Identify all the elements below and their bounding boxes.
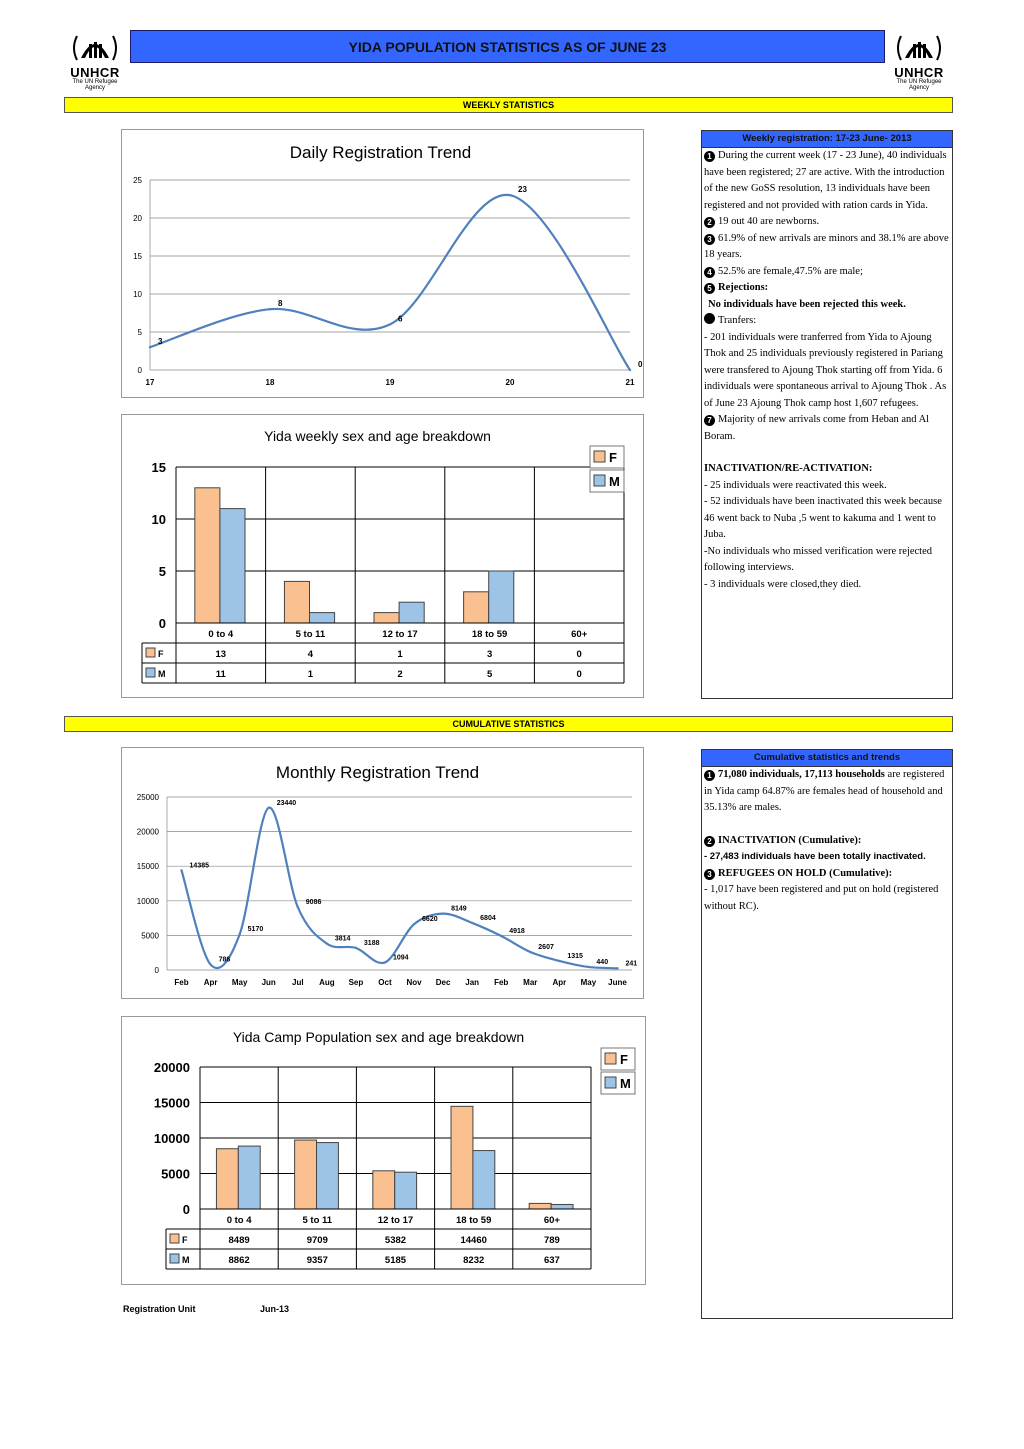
- data-point: [389, 323, 391, 325]
- x-tick-label: Feb: [494, 978, 509, 987]
- table-cell: 11: [215, 669, 226, 680]
- x-tick-label: 12 to 17: [382, 629, 418, 640]
- bar-f: [195, 488, 220, 623]
- bullet-number: 7: [704, 415, 715, 426]
- inactivation-heading: INACTIVATION/RE-ACTIVATION:: [704, 463, 873, 474]
- table-cell: 8489: [228, 1235, 250, 1246]
- bullet-number: 4: [704, 267, 715, 278]
- data-point: [297, 906, 299, 908]
- data-point: [180, 869, 182, 871]
- data-point: [269, 308, 271, 310]
- inactivation-line: - 25 individuals were reactivated this week.: [704, 479, 887, 491]
- data-point: [442, 912, 444, 914]
- data-label: 3814: [334, 935, 351, 943]
- data-label: 5170: [247, 926, 264, 934]
- data-label: 1315: [567, 952, 583, 960]
- table-cell: 0: [576, 669, 582, 680]
- weekly-item-1: [704, 148, 950, 214]
- bar-f: [529, 1203, 551, 1209]
- legend-swatch: [594, 475, 605, 486]
- data-label: 3188: [363, 939, 380, 947]
- table-series-label: M: [182, 1255, 190, 1265]
- table-cell: 13: [215, 649, 227, 660]
- bullet-number: 3: [704, 234, 715, 245]
- legend-key-f: [146, 648, 155, 657]
- cumulative-panel-heading: Cumulative statistics and trends: [702, 750, 952, 767]
- x-tick-label: 18 to 59: [471, 629, 508, 640]
- y-tick-label: 20000: [153, 1060, 190, 1075]
- weekly-section-bar: WEEKLY STATISTICS: [64, 97, 953, 113]
- legend-swatch: [605, 1077, 616, 1088]
- bullet-dot: [704, 313, 715, 324]
- weekly-item-text: 52.5% are female,47.5% are male;: [718, 265, 863, 277]
- weekly-item-text: 19 out 40 are newborns.: [718, 216, 820, 227]
- transfers-label-text: Tranfers:: [718, 315, 757, 326]
- table-cell: 9709: [306, 1235, 328, 1246]
- data-label: 23: [518, 185, 527, 195]
- weekly-breakdown-chart: [122, 415, 643, 697]
- x-tick-label: 19: [385, 378, 395, 387]
- y-tick-label: 15: [133, 252, 142, 261]
- table-cell: 14460: [460, 1235, 487, 1246]
- weekly-item-5: [704, 280, 950, 297]
- x-tick-label: Sep: [348, 978, 364, 987]
- bullet-number: 2: [704, 217, 715, 228]
- data-label: 8149: [451, 905, 467, 913]
- inactivation-line: -No individuals who missed verification were rejected following interviews.: [704, 545, 933, 573]
- data-label: 6: [398, 314, 403, 324]
- bullet-number: 1: [704, 770, 715, 781]
- x-tick-label: 60+: [543, 1215, 560, 1226]
- x-tick-label: Jun: [261, 978, 276, 987]
- x-tick-label: 0 to 4: [226, 1215, 252, 1226]
- y-tick-label: 10: [133, 290, 142, 299]
- inactivation-line: - 3 individuals were closed,they died.: [704, 578, 862, 590]
- x-tick-label: 21: [625, 378, 635, 387]
- data-point: [413, 923, 415, 925]
- bar-m: [473, 1151, 495, 1209]
- weekly-item-4: [704, 264, 950, 281]
- camp-breakdown-chart-box: [121, 1016, 646, 1285]
- cumulative-item-3-heading: [704, 866, 950, 883]
- bar-f: [284, 581, 309, 623]
- chart-title: Daily Registration Trend: [289, 143, 472, 162]
- unhcr-emblem-icon: [891, 30, 947, 66]
- y-tick-label: 10000: [136, 896, 159, 906]
- logo-name: UNHCR: [894, 65, 944, 80]
- data-point: [355, 947, 357, 949]
- x-tick-label: 5 to 11: [302, 1215, 333, 1226]
- footer-date: Jun-13: [260, 1304, 290, 1314]
- cumulative-item-bold: 71,080 individuals, 17,113 households: [718, 769, 885, 780]
- table-cell: 0: [576, 649, 582, 660]
- series-line: [150, 195, 630, 370]
- table-cell: 2: [397, 669, 403, 680]
- table-cell: 1: [397, 649, 403, 660]
- bar-m: [399, 602, 424, 623]
- chart-title: Monthly Registration Trend: [275, 763, 480, 782]
- data-label: 8: [278, 299, 283, 309]
- x-tick-label: Jul: [292, 978, 304, 987]
- y-tick-label: 15: [151, 460, 166, 475]
- x-tick-label: May: [580, 978, 597, 987]
- transfers-label: [704, 313, 950, 330]
- bar-m: [395, 1172, 417, 1209]
- weekly-item-text: During the current week (17 - 23 June), 40 individuals have been registered; 27 are active. With the introduction of the new GoSS resolution, 13 individuals have been registered and not provided with ration cards in Yida.: [704, 150, 947, 211]
- y-tick-label: 5000: [141, 931, 159, 941]
- bar-f: [373, 1171, 395, 1209]
- daily-trend-chart-box: [121, 129, 644, 398]
- daily-registration-chart: [122, 130, 643, 397]
- y-tick-label: 0: [158, 616, 166, 631]
- y-tick-label: 25: [133, 176, 142, 185]
- y-tick-label: 0: [182, 1202, 190, 1217]
- table-cell: 4: [307, 649, 314, 660]
- bullet-number: 1: [704, 151, 715, 162]
- data-label: 4918: [509, 927, 525, 935]
- data-label: 3: [158, 337, 163, 347]
- table-series-label: F: [158, 649, 164, 659]
- data-label: 241: [625, 960, 638, 968]
- y-tick-label: 15000: [153, 1095, 190, 1111]
- table-series-label: F: [182, 1235, 188, 1245]
- data-point: [268, 807, 270, 809]
- data-point: [149, 346, 151, 348]
- x-tick-label: 18: [265, 378, 275, 387]
- x-tick-label: Dec: [435, 978, 451, 987]
- bar-f: [295, 1140, 317, 1209]
- x-tick-label: 0 to 4: [208, 629, 234, 640]
- chart-title: Yida weekly sex and age breakdown: [264, 428, 491, 444]
- bullet-number: 2: [704, 836, 715, 847]
- weekly-breakdown-chart-box: [121, 414, 644, 698]
- weekly-item-3: [704, 231, 950, 264]
- data-point: [629, 369, 631, 371]
- cumulative-heading-text: INACTIVATION (Cumulative):: [718, 834, 862, 846]
- x-tick-label: Apr: [552, 978, 567, 987]
- table-cell: 8232: [463, 1255, 485, 1266]
- data-label: 440: [596, 958, 609, 966]
- x-tick-label: Oct: [378, 978, 392, 987]
- y-tick-label: 5000: [161, 1166, 190, 1182]
- page-title: YIDA POPULATION STATISTICS AS OF JUNE 23: [130, 30, 885, 63]
- inactivation-line: - 52 individuals have been inactivated this week because 46 went back to Nuba ,5 went to kakuma and 1 went to Juba.: [704, 496, 942, 540]
- y-tick-label: 20: [133, 214, 142, 223]
- cumulative-item-2-text: - 27,483 individuals have been totally inactivated.: [704, 851, 926, 862]
- data-point: [529, 951, 531, 953]
- y-tick-label: 20000: [136, 827, 159, 837]
- bullet-number: 3: [704, 869, 715, 880]
- logo-name: UNHCR: [70, 65, 120, 80]
- x-tick-label: Nov: [406, 978, 422, 987]
- cumulative-heading-text: REFUGEES ON HOLD (Cumulative):: [718, 867, 893, 879]
- camp-breakdown-chart: [122, 1017, 645, 1284]
- bar-m: [317, 1143, 339, 1209]
- data-label: 2607: [538, 943, 554, 951]
- legend-key-m: [146, 668, 155, 677]
- monthly-registration-chart: [122, 748, 643, 998]
- weekly-registration-panel: [701, 130, 953, 699]
- x-tick-label: Mar: [523, 978, 538, 987]
- table-cell: 5: [486, 669, 493, 680]
- data-label: 6620: [422, 916, 438, 924]
- data-label: 0: [638, 360, 643, 369]
- y-tick-label: 10000: [153, 1131, 190, 1146]
- data-point: [616, 967, 618, 969]
- footer-unit: Registration Unit: [123, 1304, 196, 1314]
- x-tick-label: 20: [505, 378, 515, 387]
- x-tick-label: Aug: [319, 978, 335, 987]
- table-cell: 9357: [306, 1255, 328, 1266]
- bar-m: [489, 571, 514, 623]
- logo-subtitle: The UN Refugee Agency: [72, 79, 118, 91]
- data-label: 786: [218, 956, 231, 964]
- bar-m: [310, 613, 335, 623]
- data-label: 1094: [392, 954, 409, 962]
- logo-subtitle: The UN Refugee Agency: [896, 79, 942, 91]
- data-point: [509, 194, 511, 196]
- bar-m: [551, 1204, 573, 1209]
- weekly-item-2: [704, 214, 950, 231]
- legend-swatch: [605, 1053, 616, 1064]
- y-tick-label: 10: [151, 512, 166, 527]
- weekly-item-text: 61.9% of new arrivals are minors and 38.1% are above 18 years.: [704, 232, 949, 260]
- x-tick-label: 12 to 17: [377, 1215, 414, 1226]
- data-point: [209, 963, 211, 965]
- x-tick-label: 18 to 59: [456, 1215, 492, 1226]
- bar-f: [451, 1106, 473, 1209]
- transfers-text: - 201 individuals were tranferred from Yida to Ajoung Thok and 25 individuals previously registered in Pariang were transfered to Ajoung Thok starting off from Yida. 6 individuals were spontaneous arrival to Ajoung Thok . As of June 23 Ajoung Thok camp host 1,607 refugees.: [704, 331, 947, 409]
- cumulative-statistics-panel: [701, 749, 953, 1319]
- table-cell: 1: [307, 669, 314, 680]
- legend-key-f: [170, 1234, 179, 1243]
- legend-label: M: [620, 1076, 631, 1091]
- y-tick-label: 5: [158, 564, 166, 579]
- data-point: [587, 966, 589, 968]
- y-tick-label: 15000: [136, 862, 159, 872]
- cumulative-item-1: [704, 767, 950, 817]
- cumulative-section-bar: CUMULATIVE STATISTICS: [64, 716, 953, 732]
- data-label: 6804: [480, 914, 496, 922]
- bar-m: [238, 1146, 260, 1209]
- x-tick-label: 5 to 11: [295, 629, 326, 640]
- bullet-number: 5: [704, 283, 715, 294]
- cumulative-item-2-heading: [704, 833, 950, 850]
- table-cell: 789: [543, 1235, 560, 1246]
- weekly-item-text: Majority of new arrivals come from Heban and Al Boram.: [704, 414, 930, 442]
- data-point: [500, 935, 502, 937]
- y-tick-label: 5: [137, 328, 142, 337]
- table-cell: 5185: [384, 1255, 407, 1266]
- table-cell: 3: [486, 649, 493, 660]
- chart-title: Yida Camp Population sex and age breakdown: [232, 1029, 525, 1045]
- data-point: [471, 922, 473, 924]
- unhcr-emblem-icon: [67, 30, 123, 66]
- cumulative-item-3-text: - 1,017 have been registered and put on hold (registered without RC).: [704, 884, 939, 912]
- y-tick-label: 0: [154, 966, 159, 975]
- data-point: [238, 933, 240, 935]
- x-tick-label: May: [231, 978, 248, 987]
- bar-f: [216, 1149, 238, 1209]
- cumulative-item-text: are registered in Yida camp 64.87% are females head of household and 35.13% are males.: [704, 769, 945, 813]
- legend-key-m: [170, 1254, 179, 1263]
- monthly-trend-chart-box: [121, 747, 644, 999]
- rejections-note: No individuals have been rejected this week.: [708, 298, 906, 310]
- data-label: 23440: [276, 799, 297, 807]
- table-series-label: M: [158, 669, 166, 679]
- data-label: 9086: [305, 899, 322, 907]
- bar-f: [464, 592, 489, 623]
- x-tick-label: Feb: [174, 978, 189, 987]
- table-cell: 5382: [384, 1235, 407, 1246]
- unhcr-logo-left: [62, 30, 128, 91]
- y-tick-label: 25000: [136, 793, 159, 802]
- weekly-panel-heading: Weekly registration: 17-23 June- 2013: [702, 131, 952, 148]
- bar-f: [374, 613, 399, 623]
- data-point: [384, 961, 386, 963]
- x-tick-label: Jan: [465, 978, 480, 987]
- data-label: 14385: [189, 862, 209, 870]
- unhcr-logo-right: [886, 30, 952, 91]
- y-tick-label: 0: [137, 366, 142, 375]
- legend-label: F: [620, 1052, 628, 1067]
- legend-swatch: [594, 451, 605, 462]
- data-point: [558, 960, 560, 962]
- table-cell: 8862: [228, 1255, 250, 1266]
- legend-label: F: [609, 450, 617, 465]
- x-tick-label: Apr: [203, 978, 218, 987]
- x-tick-label: 60+: [571, 629, 588, 640]
- x-tick-label: June: [608, 978, 627, 987]
- legend-label: M: [609, 474, 620, 489]
- x-tick-label: 17: [145, 378, 155, 387]
- weekly-item-text: Rejections:: [718, 282, 769, 293]
- bar-m: [220, 509, 245, 623]
- table-cell: 637: [543, 1255, 560, 1266]
- weekly-item-7: [704, 412, 950, 445]
- data-point: [326, 942, 328, 944]
